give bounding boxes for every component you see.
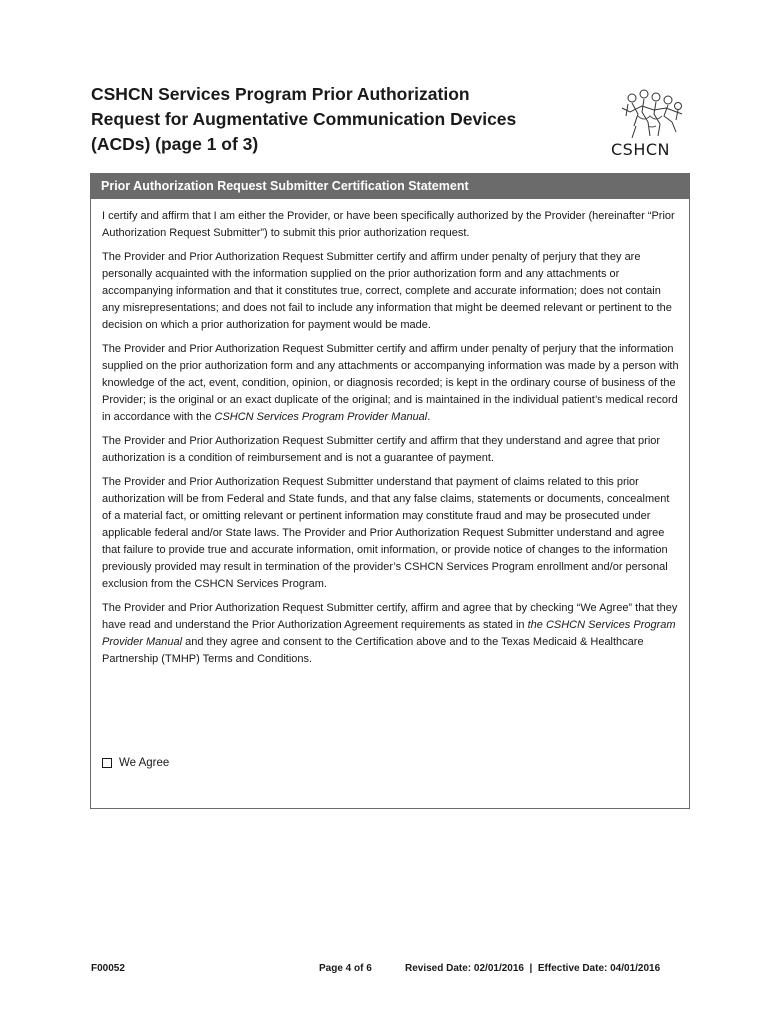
section-body — [91, 199, 689, 668]
provider-manual-reference-2: the CSHCN Services Program Provider Manual — [102, 619, 676, 648]
we-agree-label: We Agree — [119, 757, 170, 769]
document-title — [91, 82, 591, 157]
paragraph-6 — [102, 600, 680, 668]
paragraph-2: The Provider and Prior Authorization Request Submitter certify and affirm under penalty of perjury that they are personally acquainted with the information supplied on the prior authorization form and any attachments or accompanying information and that it constitutes true, correct, complete and accurate information; does not contain any misrepresentations; and does not fail to include any information that might be deemed relevant or pertinent to the decision on which a prior authorization for payment would be made. — [102, 251, 672, 331]
paragraph-5: The Provider and Prior Authorization Request Submitter understand that payment of claims related to this prior authorization will be from Federal and State funds, and that any false claims, statements or documents, concealment of a material fact, or omitting relevant or pertinent information may constitute fraud and may be prosecuted under applicable federal and/or State laws. The Provider and Prior Authorization Request Submitter understand and agree that failure to provide true and accurate information, omit information, or provide notice of changes to the information previously provided may result in termination of the provider’s CSHCN Services Program enrollment and/or personal exclusion from the CSHCN Services Program. — [102, 476, 670, 590]
paragraph-3-end: . — [427, 411, 431, 423]
title-line-3: (ACDs) (page 1 of 3) — [91, 134, 259, 154]
title-line-1: CSHCN Services Program Prior Authorization — [91, 84, 470, 104]
footer-page-number: Page 4 of 6 — [319, 963, 372, 974]
we-agree-checkbox[interactable] — [102, 758, 112, 768]
footer-dates: Revised Date: 02/01/2016 | Effective Date: 04/01/2016 — [405, 963, 661, 974]
paragraph-6-text: The Provider and Prior Authorization Request Submitter certify, affirm and agree that by checking “We Agree” that they have read and understand the Prior Authorization Agreement requirements as stated in — [102, 602, 678, 631]
provider-manual-reference: CSHCN Services Program Provider Manual — [214, 411, 428, 423]
logo-wordmark: CSHCN — [611, 140, 670, 159]
paragraph-3-text: The Provider and Prior Authorization Request Submitter certify and affirm under penalty of perjury that the information supplied on the prior authorization form and any attachments or accompanying information was made by a person with knowledge of the act, event, condition, opinion, or diagnosis recorded; is kept in the ordinary course of business of the Provider; is the original or an exact duplicate of the original; and is maintained in the individual patient’s medical record in accordance with the — [102, 343, 679, 423]
paragraph-4: The Provider and Prior Authorization Request Submitter certify and affirm that they understand and agree that prior authorization is a condition of reimbursement and is not a guarantee of payment. — [102, 435, 661, 464]
paragraph-1: I certify and affirm that I am either the Provider, or have been specifically authorized by the Provider (hereinafter “Prior Authorization Request Submitter”) to submit this prior authorization request. — [102, 210, 675, 239]
paragraph-6-end: and they agree and consent to the Certification above and to the Texas Medicaid & Healthcare Partnership (TMHP) Terms and Conditions. — [102, 636, 644, 665]
title-line-2: Request for Augmentative Communication Devices — [91, 109, 517, 129]
section-header: Prior Authorization Request Submitter Certification Statement — [91, 174, 689, 199]
footer-form-id: F00052 — [91, 963, 125, 974]
we-agree-option[interactable] — [102, 757, 169, 769]
certification-section — [90, 173, 690, 809]
paragraph-3 — [102, 341, 680, 426]
